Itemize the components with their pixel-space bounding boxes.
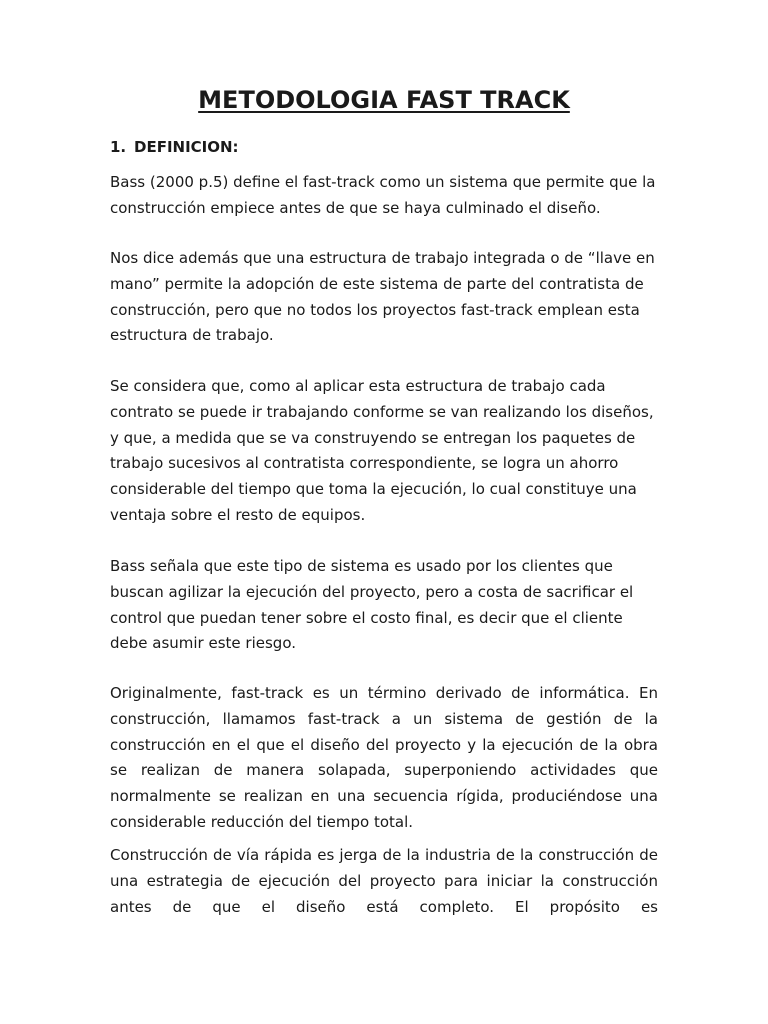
- paragraph-4: Bass señala que este tipo de sistema es usado por los clientes que buscan agilizar la ejecución del proyecto, pero a costa de sacrificar el control que puedan tener sobre el costo final, es decir que el cliente debe asumir este riesgo.: [110, 557, 634, 653]
- paragraph-3: Se considera que, como al aplicar esta estructura de trabajo cada contrato se puede ir trabajando conforme se van realizando los diseños, y que, a medida que se va construyendo se entregan los paquetes de trabajo sucesivos al contratista correspondiente, se logra un ahorro considerable del tiempo que toma la ejecución, lo cual constituye una ventaja sobre el resto de equipos.: [110, 377, 654, 524]
- paragraph-1: Bass (2000 p.5) define el fast-track como un sistema que permite que la construcción empiece antes de que se haya culminado el diseño.: [110, 173, 656, 217]
- paragraph-2: Nos dice además que una estructura de trabajo integrada o de “llave en mano” permite la adopción de este sistema de parte del contratista de construcción, pero que no todos los proyectos fast-track emplean esta estructura de trabajo.: [110, 249, 655, 345]
- document-title: METODOLOGIA FAST TRACK: [198, 86, 570, 114]
- section-number: 1.: [110, 138, 127, 156]
- paragraph-6: Construcción de vía rápida es jerga de la industria de la construcción de una estrategia de ejecución del proyecto para iniciar la construcción antes de que el diseño está completo. El propósito es: [110, 846, 658, 916]
- paragraph-5: Originalmente, fast-track es un término derivado de informática. En construcción, llamamos fast-track a un sistema de gestión de la construcción en el que el diseño del proyecto y la ejecución de la obra se realizan de manera solapada, superponiendo actividades que normalmente se realizan en una secuencia rígida, produciéndose una considerable reducción del tiempo total.: [110, 684, 658, 831]
- section-label: DEFINICION:: [134, 138, 239, 156]
- section-heading: [110, 136, 239, 158]
